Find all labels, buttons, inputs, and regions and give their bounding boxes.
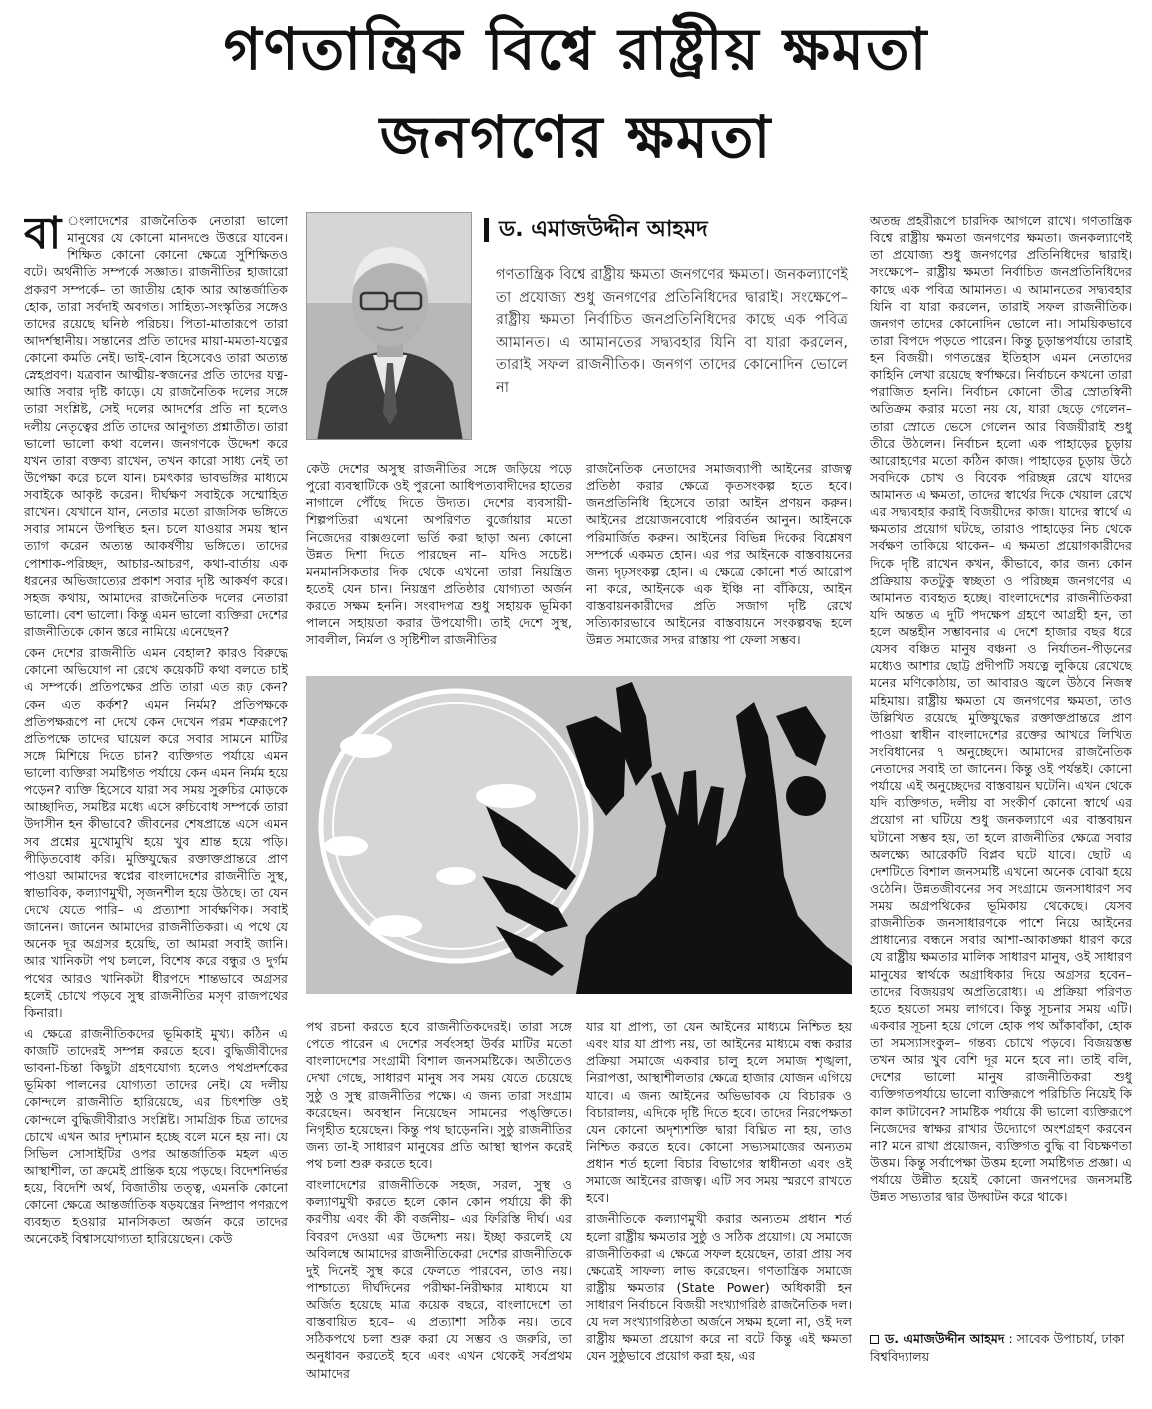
headline-line-1: গণতান্ত্রিক বিশ্বে রাষ্ট্রীয় ক্ষমতা — [223, 15, 929, 83]
paragraph: অতন্দ্র প্রহরীরূপে চারদিক আগলে রাখে। গণতান্ত্রিক বিশ্বে রাষ্ট্রীয় ক্ষমতা জনগণের ক্ষমতা। জনকল্যাণেই তা প্রযোজ্য শুধু জনগণের প্রতিনিধিদের দ্বারাই। সংক্ষেপে– রাষ্ট্রীয় ক্ষমতা নির্বাচিত জনপ্রতিনিধিদের কাছে এক পবিত্র আমানত। এ আমানতের সদ্ব্যবহার যিনি বা যারা করলেন, তারাই সফল রাজনীতিক। জনগণ তাদের কোনোদিন ভোলে না। সাময়িকভাবে তারা বিপদে পড়তে পারেন। কিন্তু চূড়ান্তপর্যায়ে তারাই হন বিজয়ী। গণতন্ত্রের ইতিহাস এমন নেতাদের কাহিনি লেখা রয়েছে স্বর্ণাক্ষরে। নির্বাচনে কখনো তারা পরাজিত হননি। নির্বাচন কোনো তীব্র স্রোতস্বিনী অতিক্রম করার মতো নয় যে, যারা ছেড়ে গেলেন– তারা স্রোতে ভেসে গেলেন আর বিজয়ীরাই শুধু তীরে উঠলেন। নির্বাচন হলো এক পাহাড়ের চূড়ায় আরোহণের মতো কঠিন কাজ। পাহাড়ের চূড়ায় উঠে সবদিকে চোখ ও বিবেক পরিচ্ছন্ন রেখে যাদের আমানত এ ক্ষমতা, তাদের স্বার্থের দিকে খেয়াল রেখে এর সদ্ব্যবহার করাই বিজয়ীদের কাজ। যাদের স্বার্থে এ ক্ষমতার প্রয়োগ ঘটছে, তারাও পাহাড়ের নিচ থেকে সর্বক্ষণ তাকিয়ে থাকেন– এ ক্ষমতা প্রয়োগকারীদের দিকে দৃষ্টি রাখেন কখন, কীভাবে, কার জন্য কোন প্রক্রিয়ায় কতটুকু স্বচ্ছতা ও পরিচ্ছন্ন জনগণের এ আমানত ব্যবহৃত হচ্ছে। বাংলাদেশের রাজনীতিকরা যদি অন্তত এ দুটি পদক্ষেপ গ্রহণে আগ্রহী হন, তা হলে অন্তহীন সম্ভাবনার এ দেশে হাজার বছর ধরে যেসব বঞ্চিত মানুষ বঞ্চনা ও নির্যাতন-পীড়নের মধ্যেও আশার ছোট্ট প্রদীপটি সযত্নে লুকিয়ে রেখেছে মনের মণিকোঠায়, তা আবারও জ্বলে উঠবে নিজস্ব মহিমায়। রাষ্ট্রীয় ক্ষমতা যে জনগণের ক্ষমতা, তাও উল্লিখিত রয়েছে মুক্তিযুদ্ধের রক্তাক্তপ্রান্তরে প্রাণ পাওয়া স্বাধীন বাংলাদেশের রক্তের আখরে লিখিত সংবিধানের ৭ অনুচ্ছেদে। আমাদের রাজনৈতিক নেতাদের সবাই তা জানেন। কিন্তু ওই পর্যন্তই। কোনো পর্যায়ে এই অনুচ্ছেদের বাস্তবায়ন ঘটেনি। এখন থেকে যদি ব্যক্তিগত, দলীয় বা সংকীর্ণ কোনো স্বার্থে এর প্রয়োগ না ঘটিয়ে শুধু জনকল্যাণে এর বাস্তবায়ন ঘটানো সম্ভব হয়, তা হলে রাজনীতির ক্ষেত্রে সবার অলক্ষ্যে আরেকটি বিপ্লব ঘটে যাবে। ছোট এ দেশটিতে বিশাল জনসমষ্টি এখনো অনেক বোঝা হয়ে ওঠেনি। উন্নতজীবনের সব সংগ্রামে জনসাধারণ সব সময় অগ্রপথিকের ভূমিকায় থেকেছে। যেসব রাজনীতিক জনসাধারণকে পাশে নিয়ে আইনের প্রাধান্যের বন্ধনে সবার আশা-আকাঙ্ক্ষা ধারণ করে যে রাষ্ট্রীয় ক্ষমতার মালিক সাধারণ মানুষ, ওই সাধারণ মানুষের স্বার্থকে অগ্রাধিকার দিয়ে অগ্রসর হবেন– তাদের বিজয়রথ অপ্রতিরোধ্য। এ প্রক্রিয়া পরিণত হতে হয়তো সময় লাগবে। কিন্তু সূচনার সময় এটি। একবার সূচনা হয়ে গেলে হোক পথ আঁকাবাঁকা, হোক তা সমস্যাসংকুল– গন্তব্য চোখে পড়বে। বিজয়স্তম্ভ তখন আর খুব বেশি দূর মনে হবে না। তাই বলি, দেশের ভালো মানুষ রাজনীতিকরা শুধু ব্যক্তিগতপর্যায়ে ভালো ব্যক্তিরূপে পরিচিতি নিয়েই কি কাল কাটাবেন? সামষ্টিক পর্যায়ে কী ভালো ব্যক্তিরূপে নিজেদের স্বাক্ষর রাখার উদ্যোগে অংশগ্রহণ করবেন না? মনে রাখা প্রয়োজন, ব্যক্তিগত বুদ্ধি বা বিচক্ষণতা উত্তম। কিন্তু সর্বাপেক্ষা উত্তম হলো সমষ্টিগত প্রজ্ঞা। এ পর্যায়ে উন্নীত হয়েই কোনো জনপদের জনসমষ্টি উন্নত সভ্যতার দ্বার উদ্ঘাটন করে থাকে। — [870, 213, 1132, 1205]
article-column-3-bottom — [586, 1018, 852, 1390]
article-column-3-top — [586, 460, 852, 665]
author-name: ড. এমাজউদ্দীন আহমদ — [484, 218, 708, 242]
portrait-person-icon — [307, 213, 472, 440]
paragraph — [24, 212, 288, 640]
author-note-name: ড. এমাজউদ্দীন আহমদ — [885, 1331, 1005, 1346]
intro-blurb: গণতান্ত্রিক বিশ্বে রাষ্ট্রীয় ক্ষমতা জনগণের ক্ষমতা। জনকল্যাণেই তা প্রযোজ্য শুধু জনগণের প্রতিনিধিদের দ্বারাই। সংক্ষেপে– রাষ্ট্রীয় ক্ষমতা নির্বাচিত জনপ্রতিনিধিদের কাছে এক পবিত্র আমানত। এ আমানতের সদ্ব্যবহার যিনি বা যারা করলেন, তারাই সফল রাজনীতিক। জনগণ তাদের কোনোদিন ভোলে না — [496, 266, 848, 397]
article-column-1 — [24, 212, 288, 1390]
paragraph: কেউ দেশের অসুস্থ রাজনীতির সঙ্গে জড়িয়ে পড়ে পুরো ব্যবস্থাটিকে ওই পুরনো আধিপত্যবাদীদের হাতের নাগালে পৌঁছে দিতে উদ্যত। দেশের ব্যবসায়ী-শিল্পপতিরা এখনো অপরিণত বুর্জোয়ার মতো নিজেদের বাক্সগুলো ভর্তি করা ছাড়া অন্য কোনো উন্নত দিশা দিতে পারছেন না– যদিও সচেষ্ট। মনমানসিকতার দিক থেকে এখনো তারা নিয়ন্ত্রিত হতেই যেন চান। নিয়ন্ত্রণ প্রতিষ্ঠার যোগ্যতা অর্জন করতে সক্ষম হননি। সংবাদপত্র শুধু সহায়ক ভূমিকা পালনে সহায়তা করার উপযোগী। তাই দেশে সুস্থ, সাবলীল, নির্মল ও সৃষ্টিশীল রাজনীতির — [306, 461, 572, 648]
author-note-designation: : সাবেক উপাচার্য, ঢাকা বিশ্ববিদ্যালয় — [870, 1331, 1125, 1365]
paragraph-text: ংলাদেশের রাজনৈতিক নেতারা ভালো মানুষের যে কোনো মানদণ্ডে উত্তরে যাবেন। শিক্ষিত কোনো কোনো ক্ষেত্রে সুশিক্ষিতও বটে। অর্থনীতি সম্পর্কে সজ্ঞাত। রাজনীতির হাজারো প্রকরণ সম্পর্কে– তা জাতীয় হোক আর আন্তর্জাতিক হোক, তারা সর্বদাই অবগত। সাহিত্য-সংস্কৃতির সঙ্গেও তাদের রয়েছে ঘনিষ্ঠ পরিচয়। পিতা-মাতারূপে তারা আদর্শস্থানীয়। সন্তানের প্রতি তাদের মায়া-মমতা-যত্নের কোনো কমতি নেই। ভাই-বোন হিসেবেও তারা অত্যন্ত স্নেহপ্রবণ। যত্রবান আত্মীয়-স্বজনের প্রতি তাদের যত্ন-আত্তি সবার দৃষ্টি কাড়ে। যে রাজনৈতিক দলের সঙ্গে তারা সংশ্লিষ্ট, সেই দলের আদর্শের প্রতি না হলেও দলীয় নেতৃত্বের প্রতি তাদের আনুগত্য প্রশ্নাতীত। তারা ভালো ভালো কথা বলেন। জনগণকে উদ্দেশ করে যখন তারা বক্তব্য রাখেন, তখন কারো সাধ্য নেই তা উপেক্ষা করে চলে যান। চমৎকার ভাবভঙ্গির মাধ্যমে সবাইকে আকৃষ্ট করেন। দীর্ঘক্ষণ সবাইকে সম্মোহিত রাখেন। যেখানে যান, নেতার মতো রাজসিক ভঙ্গিতে সবার সামনে উপস্থিত হন। চলে যাওয়ার সময় স্থান ত্যাগ করেন অত্যন্ত আকর্ষণীয় ভঙ্গিতে। তাদের পোশাক-পরিচ্ছদ, আচার-আচরণ, কথা-বার্তায় এক ধরনের অভিজাত্যের প্রকাশ সবার দৃষ্টি আকর্ষণ করে। সহজ কথায়, আমাদের রাজনৈতিক দলের নেতারা ভালো। বেশ ভালো। কিন্তু এমন ভালো ব্যক্তিরা দেশের রাজনীতিকে কোন স্তরে নামিয়ে এনেছেন? — [24, 213, 288, 639]
paragraph: রাজনৈতিক নেতাদের সমাজব্যাপী আইনের রাজত্ব প্রতিষ্ঠা করার ক্ষেত্রে কৃতসংকল্প হতে হবে। জনপ্রতিনিধি হিসেবে তারা আইন প্রণয়ন করুন। আইনের প্রয়োজনবোধে পরিবর্তন আনুন। আইনকে পরিমার্জিত করুন। আইনের বিভিন্ন দিকের বিশ্লেষণ সম্পর্কে একমত হোন। এর পর আইনকে বাস্তবায়নের জন্য দৃঢ়সংকল্প হোন। এ ক্ষেত্রে কোনো শর্ত আরোপ না করে, আইনকে এক ইঞ্চি না বাঁকিয়ে, আইন বাস্তবায়নকারীদের প্রতি সজাগ দৃষ্টি রেখে সত্যিকারভাবে আইনের বাস্তবায়নে সংকল্পবদ্ধ হলে উন্নত সমাজের সদর রাস্তায় পা ফেলা সম্ভব। — [586, 461, 852, 648]
illustration — [306, 676, 852, 994]
paragraph: কেন দেশের রাজনীতি এমন বেহাল? কারও বিরুদ্ধে কোনো অভিযোগ না রেখে কয়েকটি কথা বলতে চাই এ সম্পর্কে। প্রতিপক্ষের প্রতি তারা এত রূঢ় কেন? কেন এত কর্কশ? এমন নির্মম? প্রতিপক্ষকে প্রতিপক্ষরূপে না দেখে কেন দেখেন পরম শত্রুরূপে? প্রতিপক্ষে তাদের ঘায়েল করে সবার সামনে মাটির সঙ্গে মিশিয়ে দিতে চান? ব্যক্তিগত পর্যায়ে এমন ভালো ব্যক্তিরা সমষ্টিগত পর্যায়ে কেন এমন নির্মম হয়ে পড়েন? ব্যক্তি হিসেবে যারা সব সময় সুরুচির মোড়কে আচ্ছাদিত, সমষ্টির মধ্যে এসে রুচিবোধ সম্পর্কে তারা উদাসীন হন কীভাবে? জীবনের শেষপ্রান্তে এসে এমন সব প্রশ্নের মুখোমুখি হয়ে খুব শ্রান্ত হয়ে পড়ি। পীড়িতবোধ করি। মুক্তিযুদ্ধের রক্তাক্তপ্রান্তরে প্রাণ পাওয়া আমাদের স্বপ্নের বাংলাদেশের রাজনীতি সুস্থ, স্বাভাবিক, কল্যাণমুখী, সৃজনশীল হয়ে উঠছে। তা যেন দেখে যেতে পারি– এ প্রত্যাশা সার্বক্ষণিক। সবাই জানেন। জানেন আমাদের রাজনীতিকরা। এ পথে যে অনেক দূর অগ্রসর হয়েছি, তা আমরা সবাই জানি। আর খানিকটা পথ চললে, বিশেষ করে বন্ধুর ও দুর্গম পথের আরও খানিকটা ধীরপদে শান্তভাবে অগ্রসর হলেই চোখে পড়বে সুস্থ রাজনীতির মসৃণ রাজপথের কিনারা। — [24, 645, 288, 1020]
paragraph: বাংলাদেশের রাজনীতিকে সহজ, সরল, সুস্থ ও কল্যাণমুখী করতে হলে কোন কোন পর্যায়ে কী কী করণীয় এবং কী কী বর্জনীয়– এর ফিরিস্তি দীর্ঘ। এর বিবরণ দেওয়া এর উদ্দেশ্য নয়। ইচ্ছা করলেই যে অবিলম্বে আমাদের রাজনীতিকেরা দেশের রাজনীতিকে দুই দিনেই সুস্থ করে ফেলতে পারবেন, তাও নয়। পাশ্চাত্যে দীর্ঘদিনের পরীক্ষা-নিরীক্ষার মাধ্যমে যা অর্জিত হয়েছে মাত্র কয়েক বছরে, বাংলাদেশে তা বাস্তবায়িত হবে– এ প্রত্যাশা সঠিক নয়। তবে সঠিকপথে চলা শুরু করা যে সম্ভব ও জরুরি, তা অনুধাবন করতেই হবে এবং এখন থেকেই সর্বপ্রথম আমাদের — [306, 1177, 572, 1381]
paragraph: এ ক্ষেত্রে রাজনীতিকদের ভূমিকাই মুখ্য। কঠিন এ কাজটি তাদেরই সম্পন্ন করতে হবে। বুদ্ধিজীবীদের ভাবনা-চিন্তা কিছুটা গ্রহণযোগ্য হলেও পথপ্রদর্শকের ভূমিকা পালনের যোগ্যতা তাদের নেই। যে দলীয় কোন্দলে রাজনীতি হারিয়েছে, এর চিৎশক্তি ওই কোন্দলে বুদ্ধিজীবীরাও সংশ্লিষ্ট। সামগ্রিক চিত্র তাদের চোখে এখন আর দৃশ্যমান হচ্ছে বলে মনে হয় না। যে সিভিল সোসাইটির ওপর আন্তর্জাতিক মহল এত আস্থাশীল, তা ক্রমেই প্রান্তিক হয়ে পড়ছে। বিদেশনির্ভর হয়ে, বিদেশি অর্থ, বিজাতীয় তত্ত্ব, এমনকি কোনো কোনো ক্ষেত্রে আন্তর্জাতিক ষড়যন্ত্রের নিষ্প্রাণ পণরূপে ব্যবহৃত হওয়ার মানসিকতা অর্জন করে তাদের অনেকেই বিশ্বাসযোগ্যতা হারিয়েছেন। কেউ — [24, 1025, 288, 1247]
paragraph: যার যা প্রাপ্য, তা যেন আইনের মাধ্যমে নিশ্চিত হয় এবং যার যা প্রাপ্য নয়, তা আইনের মাধ্যমে বন্ধ করার প্রক্রিয়া সমাজে একবার চালু হলে সমাজ শৃঙ্খলা, নিরাপত্তা, আস্থাশীলতার ক্ষেত্রে হাজার যোজন এগিয়ে যাবে। এ জন্য আইনের অভিভাবক যে বিচারক ও বিচারালয়, এদিকে দৃষ্টি দিতে হবে। তাদের নিরপেক্ষতা যেন কোনো অদৃশ্যশক্তি দ্বারা বিঘ্নিত না হয়, তাও নিশ্চিত করতে হবে। কোনো সভ্যসমাজের অন্যতম প্রধান শর্ত হলো বিচার বিভাগের স্বাধীনতা এবং ওই সমাজে আইনের রাজত্ব। এটি সব সময় স্মরণে রাখতে হবে। — [586, 1019, 852, 1206]
article-column-4 — [870, 212, 1132, 1292]
article-column-2-bottom — [306, 1018, 572, 1390]
raised-hands-silhouette-icon — [306, 676, 852, 994]
square-bullet-icon — [870, 1335, 879, 1344]
byline-box — [306, 212, 852, 442]
headline-line-2: জনগণের ক্ষমতা — [379, 103, 773, 171]
drop-cap: বা — [24, 212, 62, 259]
paragraph: রাজনীতিকে কল্যাণমুখী করার অন্যতম প্রধান শর্ত হলো রাষ্ট্রীয় ক্ষমতার সুষ্ঠু ও সঠিক প্রয়োগ। যে সমাজে রাজনীতিকরা এ ক্ষেত্রে সফল হয়েছেন, তারা প্রায় সব ক্ষেত্রেই সাফল্য লাভ করেছেন। গণতান্ত্রিক সমাজে রাষ্ট্রীয় ক্ষমতার (State Power) অধিকারী হন সাধারণ নির্বাচনে বিজয়ী সংখ্যাগরিষ্ঠ রাজনৈতিক দল। যে দল সংখ্যাগরিষ্ঠতা অর্জনে সক্ষম হলো না, ওই দল রাষ্ট্রীয় ক্ষমতা প্রয়োগ করে না বটে কিন্তু এই ক্ষমতা যেন সুষ্ঠুভাবে প্রয়োগ করা হয়, এর — [586, 1211, 852, 1364]
paragraph: পথ রচনা করতে হবে রাজনীতিকদেরই। তারা সঙ্গে পেতে পারেন এ দেশের সর্বংসহা উর্বর মাটির মতো বাংলাদেশের সংগ্রামী বিশাল জনসমষ্টিকে। অতীতেও দেখা গেছে, সাধারণ মানুষ সব সময় যেতে চেয়েছে সুষ্ঠু ও সুস্থ রাজনীতির পক্ষে। এ জন্য তারা সংগ্রাম করেছেন। অবস্থান নিয়েছেন সামনের পঙ্‌ক্তিতে। নিগৃহীত হয়েছেন। কিন্তু পথ ছাড়েননি। সুষ্ঠু রাজনীতির জন্য তা-ই সাধারণ মানুষের প্রতি আস্থা স্থাপন করেই পথ চলা শুরু করতে হবে। — [306, 1019, 572, 1171]
article-column-2-top — [306, 460, 572, 665]
author-portrait — [306, 212, 472, 440]
author-note — [870, 1330, 1132, 1367]
